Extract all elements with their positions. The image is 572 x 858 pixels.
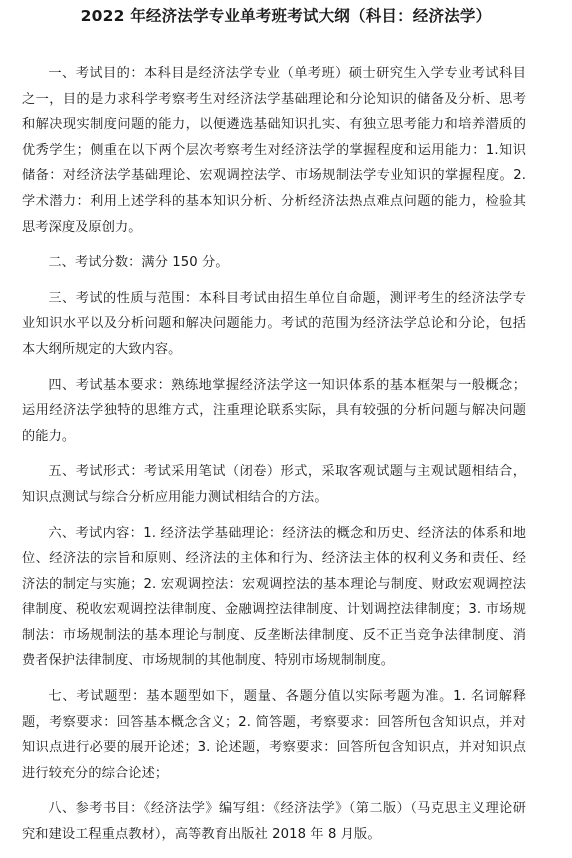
document-body: [22, 61, 526, 858]
section-question-types: 七、考试题型：基本题型如下，题量、各题分值以实际考题为准。1. 名词解释题，考察要求：回答基本概念含义；2. 简答题，考察要求：回答所包含知识点，并对知识点进行必要的展开论述；3. 论述题，考察要求：回答所包含知识点，并对知识点进行较充分的综合论述；: [22, 689, 526, 781]
section-nature-scope: 三、考试的性质与范围：本科目考试由招生单位自命题，测评考生的经济法学专业知识水平以及分析问题和解决问题能力。考试的范围为经济法学总论和分论，包括本大纲所规定的大致内容。: [22, 290, 526, 357]
document-title: 2022 年经济法学专业单考班考试大纲（科目：经济法学）: [80, 7, 492, 25]
section-references: 八、参考书目：《经济法学》编写组：《经济法学》（第二版）（马克思主义理论研究和建设工程重点教材），高等教育出版社 2018 年 8 月版。: [22, 801, 526, 843]
section-requirements: 四、考试基本要求：熟练地掌握经济法学这一知识体系的基本框架与一般概念；运用经济法学独特的思维方式，注重理论联系实际，具有较强的分析问题与解决问题的能力。: [22, 377, 526, 444]
section-content: 六、考试内容：1. 经济法学基础理论：经济法的概念和历史、经济法的体系和地位、经济法的宗旨和原则、经济法的主体和行为、经济法主体的权利义务和责任、经济法的制定与实施；2. 宏观调控法：宏观调控法的基本理论与制度、财政宏观调控法律制度、税收宏观调控法律制度、金融调控法律制度、计划调控法律制度；3. 市场规制法：市场规制法的基本理论与制度、反垄断法律制度、反不正当竞争法律制度、消费者保护法律制度、市场规制的其他制度、特别市场规制制度。: [22, 525, 526, 669]
section-format: 五、考试形式：考试采用笔试（闭卷）形式，采取客观试题与主观试题相结合，知识点测试与综合分析应用能力测试相结合的方法。: [22, 464, 526, 505]
section-purpose: 一、考试目的：本科目是经济法学专业（单考班）硕士研究生入学专业考试科目之一，目的是力求科学考察考生对经济法学基础理论和分论知识的储备及分析、思考和解决现实制度问题的能力，以便遴选基础知识扎实、有独立思考能力和培养潜质的优秀学生；侧重在以下两个层次考察考生对经济法学的掌握程度和运用能力：1.知识储备：对经济法学基础理论、宏观调控法学、市场规制法学专业知识的掌握程度。2.学术潜力：利用上述学科的基本知识分析、分析经济法热点难点问题的能力，检验其思考深度及原创力。: [22, 66, 526, 235]
section-score: 二、考试分数：满分 150 分。: [48, 255, 229, 271]
